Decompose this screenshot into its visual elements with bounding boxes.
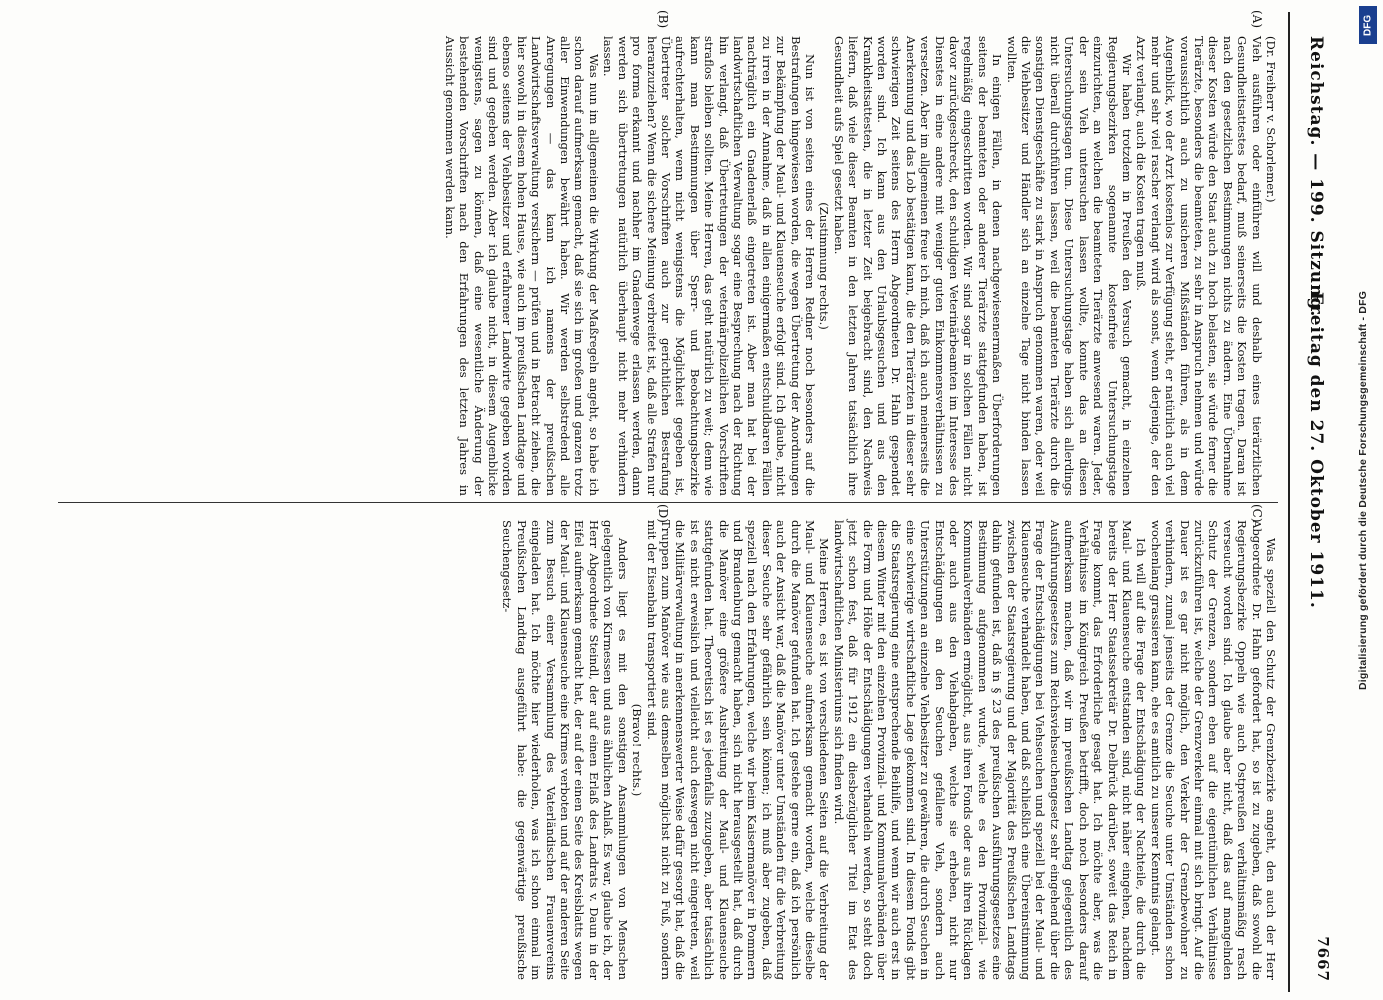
text-column-left — [442, 36, 1278, 496]
rotated-document-sheet — [40, 12, 1350, 992]
margin-marker-b: (B) — [656, 10, 670, 29]
margin-marker-c: (C) — [1250, 504, 1264, 523]
credit-text: Digitalisierung gefördert durch die Deutsche Forschungsgemeinschaft - DFG — [1357, 290, 1369, 690]
paragraph: In einigen Fällen, in denen nachgewiesenermaßen Überforderungen seitens der beamteten oder anderer Tierärzte stattgefunden haben, ist regelmäßig eingeschritten worden. Wir sind sogar in solchen Fällen nicht davor zurückgeschreckt, den schuldigen Veterinärbeamten im Interesse des Dienstes in eine andere mit weniger guten Einkommensverhältnissen zu versetzen. Aber im allgemeinen freue ich mich, daß ich auch meinerseits die Anerkennung und das Lob bestätigen kann, die den Tierärzten in dieser sehr schwierigen Zeit seitens des Herrn Abgeordneten Dr. Hahn gespendet worden sind. Ich kann aus den Urlaubsgesuchen und aus den Krankheitsattesten, die in letzter Zeit beigebracht sind, den Nachweis liefern, daß viele dieser Beamten in den letzten Jahren tatsächlich ihre Gesundheit aufs Spiel gesetzt haben. — [831, 36, 1005, 496]
speaker-label: (Dr. Freiherr v. Schorlemer.) — [1264, 36, 1278, 203]
margin-marker-a: (A) — [1250, 10, 1264, 29]
paragraph: Was nun im allgemeinen die Wirkung der Maßregeln angeht, so habe ich schon darauf aufmerksam gemacht, daß sie sich im großen und ganzen trotz aller Einwendungen bewährt haben. Wir werden selbstredend alle Anregungen — das kann ich namens der preußischen Landwirtschaftsverwaltung versichern — prüfen und in Betracht ziehen, die hier sowohl in diesem hohen Hause, wie auch im preußischen Landtage und ebenso seitens der Viehbesitzer und erfahrener Landwirte gegeben worden sind und gegeben werden. Aber ich glaube nicht, in diesem Augenblicke wenigstens, sagen zu können, daß eine wesentliche Änderung der bestehenden Vorschriften nach den Erfahrungen des letzten Jahres in Aussicht genommen werden kann. — [442, 36, 601, 496]
applause-note: (Zustimmung rechts.) — [817, 202, 832, 330]
header-date: Freitag den 27. Oktober 1911. — [1306, 292, 1326, 609]
running-header — [1288, 12, 1350, 992]
paragraph: Ich will auf die Frage der Entschädigung der Nachteile, die durch die Maul- und Klauenseuche entstanden sind, nicht näher eingehen, nachdem bereits der Herr Staatssekretär Dr. Delbrück darüber, soweit das Reich in Frage kommt, das Erforderliche gesagt hat. Ich möchte aber, was die Verhältnisse im Königreich Preußen betrifft, doch noch besonders darauf aufmerksam machen, daß wir im preußischen Landtag gelegentlich des Ausführungsgesetzes zum Reichsviehseuchengesetz sehr eingehend über die Frage der Entschädigungen bei Viehseuchen und speziell bei der Maul- und Klauenseuche verhandelt haben, und daß schließlich eine Übereinstimmung zwischen der Staatsregierung und der Majorität des Preußischen Landtags dahin gefunden ist, daß in § 23 des preußischen Ausführungsgesetzes eine Bestimmung aufgenommen wurde, welche es den Provinzial- wie Kommunalverbänden ermöglicht, aus ihren Fonds oder aus ihren Rücklagen oder auch aus den Viehabgaben, welche sie erheben, nicht nur Entschädigungen an den Seuchen gefallene Vieh, sondern auch Unterstützungen an einzelne Viehbesitzer zu gewähren, die durch Seuchen in eine schwierige wirtschaftliche Lage gekommen sind. In diesem Fonds gibt die Staatsregierung eine entsprechende Beihilfe, und wenn wir auch erst in diesem Winter mit den einzelnen Provinzial- und Kommunalverbänden über die Form und Höhe der Entschädigungen verhandeln werden, so steht doch jetzt schon fest, daß für 1912 ein diesbezüglicher Titel im Etat des landwirtschaftlichen Ministeriums sich finden wird. — [831, 520, 1149, 980]
column-divider — [58, 502, 1278, 503]
paragraph: Was speziell den Schutz der Grenzbezirke angeht, den auch der Herr Abgeordnete Dr. Hahn gefordert hat, so ist zu zugeben, daß sowohl die Regierungsbezirke Oppeln wie auch Ostpreußen verhältnismäßig rasch verseucht worden sind. Ich glaube aber nicht, daß das auf mangelnden Schutz der Grenzen, sondern eben auf die eigentümlichen Verhältnisse zurückzuführen ist, welche der Grenzverkehr einmal mit sich bringt. Auf die Dauer ist es gar nicht möglich, den Verkehr der Grenzbewohner zu verhindern, zumal jenseits der Grenze die Seuche unter Umständen schon wochenlang grassieren kann, ehe es amtlich zu unserer Kenntnis gelangt. — [1148, 520, 1278, 980]
paragraph: Vieh ausführen oder einführen will und deshalb eines tierärztlichen Gesundheitsattestes bedarf, muß seinerseits die Kosten tragen. Daran ist nach den gesetzlichen Bestimmungen nichts zu ändern. Eine Übernahme dieser Kosten würde den Staat auch zu hoch belasten, sie würde ferner die Tierärzte, besonders die beamteten, zu sehr in Anspruch nehmen und würde voraussichtlich auch zu unsicheren Mißständen führen, als in dem Augenblick, wo der Arzt kostenlos zur Verfügung steht, er natürlich auch viel mehr und sehr viel rascher verlangt wird als sonst, wenn derjenige, der den Arzt verlangt, auch die Kosten tragen muß. — [1134, 36, 1264, 496]
paragraph: Anders liegt es mit den sonstigen Ansammlungen von Menschen gelegentlich von Kirmessen und aus ähnlichen Anlaß. Es war, glaube ich, der Herr Abgeordnete Steindl, der auf einen Erlaß des Landrats v. Daun in der Eifel aufmerksam gemacht hat, der auf der einen Seite des Kreisblatts wegen der Maul- und Klauenseuche eine Kirmes verboten und auf der anderen Seite zum Besuch einer Versammlung des Vaterländischen Frauenvereins eingeladen hat. Ich möchte hier wiederholen, was ich schon einmal im Preußischen Landtag ausgeführt habe: die gegenwärtige preußische Seuchengesetz- — [500, 520, 630, 980]
page-number: 7667 — [1314, 936, 1332, 982]
paragraph: Wir haben trotzdem in Preußen den Versuch gemacht, in einzelnen Regierungsbezirken sogenannte kostenfreie Untersuchungstage einzurichten, an welchen die beamteten Tierärzte anwesend waren. Jeder, der sein Vieh untersuchen lassen wollte, konnte das an diesen Untersuchungstagen tun. Diese Untersuchungstage haben sich allerdings nicht überall durchführen lassen, weil die beamteten Tierärzte durch die sonstigen Dienstgeschäfte zu stark in Anspruch genommen waren, oder weil die Viehbesitzer und Händler sich an einzelne Tage nicht binden lassen wollten. — [1004, 36, 1134, 496]
header-left: Reichstag. — 199. Sitzung. — [1306, 36, 1326, 318]
applause-note: (Bravo! rechts.) — [630, 703, 645, 797]
text-column-right — [500, 520, 1278, 980]
paragraph: Nun ist von seiten eines der Herren Redner noch besonders auf die Bestrafungen hingewiesen worden, die wegen Übertretung der Anordnungen zur Bekämpfung der Maul- und Klauenseuche erfolgt sind. Ich glaube, nicht zu irren in der Annahme, daß in allen einigermaßen entschuldbaren Fällen nachträglich ein Gnadenerlaß eingetreten ist. Aber man hat bei der landwirtschaftlichen Verwaltung sogar eine Besprechung nach der Richtung hin verlangt, daß Übertretungen der veterinärpolizeilichen Vorschriften straflos bleiben sollten. Meine Herren, das geht natürlich zu weit; denn wie kann man Bestimmungen über Sperr- und Beobachtungsbezirke aufrechterhalten, wenn nicht wenigstens die Möglichkeit gegeben ist, Übertreter solcher Vorschriften auch zur gerichtlichen Bestrafung heranzuziehen? Wenn die sichere Meinung verbreitet ist, daß alle Strafen nur pro forma erkannt und nachher im Gnadenwege erlassen werden, dann werden sich übertretungen natürlich überhaupt nicht mehr verhindern lassen. — [601, 36, 817, 496]
paragraph: Meine Herren, es ist von verschiedenen Seiten auf die Verbreitung der Maul- und Klauenseuche aufmerksam gemacht worden, welche dieselbe durch die Manöver gefunden hat. Ich gestehe gerne ein, daß ich persönlich auch der Ansicht war, daß die Manöver unter Umständen für die Verbreitung dieser Seuche sehr gefährlich sein können; ich muß aber zugeben, daß speziell nach den Erfahrungen, welche wir beim Kaisermanöver in Pommern und Brandenburg gemacht haben, sich nicht herausgestellt hat, daß durch die Manöver eine größere Ausbreitung der Maul- und Klauenseuche stattgefunden hat. Theoretisch ist es jedenfalls zuzugeben, aber tatsächlich ist es nicht erweislich und vielleicht auch deswegen nicht eingetreten, weil die Militärverwaltung in anerkennenswerter Weise dafür gesorgt hat, daß die Truppen zum Manöver wie aus demselben möglichst nicht zu Fuß, sondern mit der Eisenbahn transportiert sind. — [644, 520, 832, 980]
digitization-credit — [1357, 0, 1379, 1000]
dfg-logo: DFG — [1359, 6, 1377, 44]
margin-marker-d: (D) — [656, 504, 670, 523]
